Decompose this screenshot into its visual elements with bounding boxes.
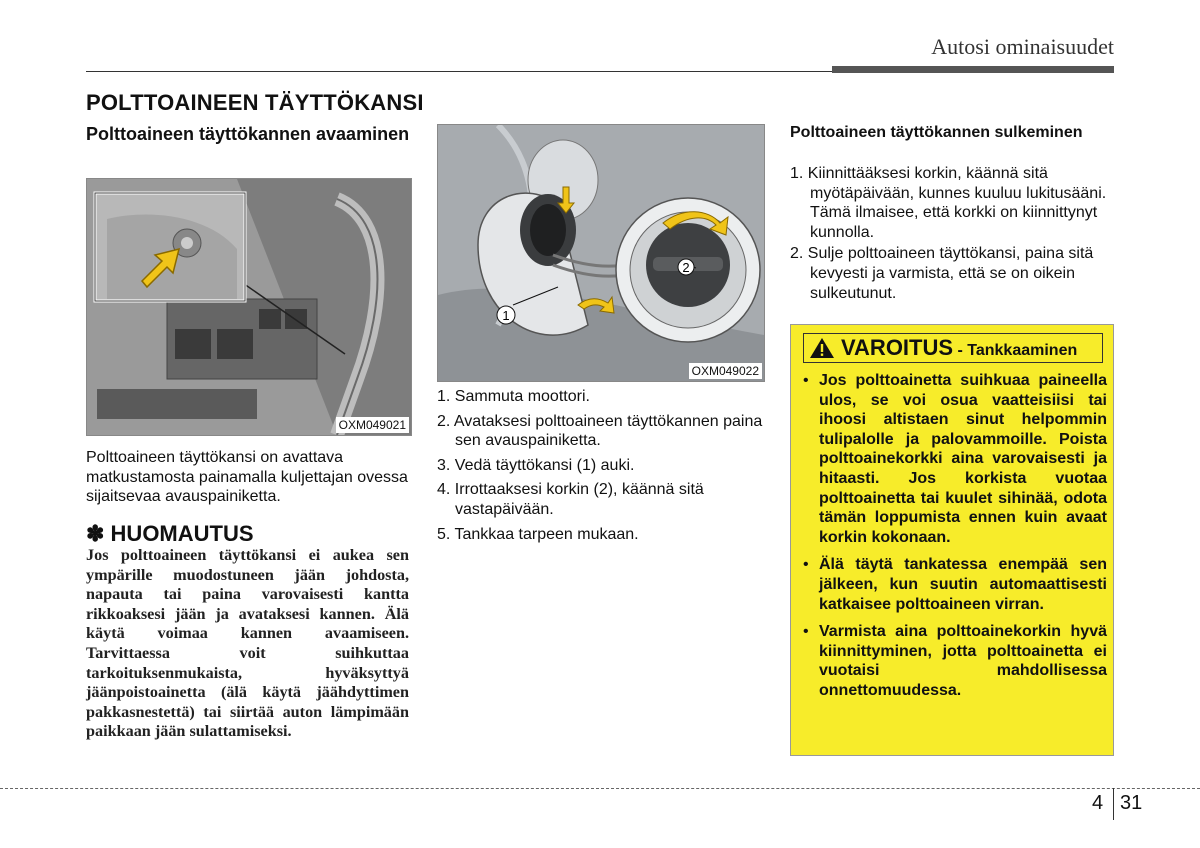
image-code-label: OXM049021 (336, 417, 409, 433)
page-number-separator (1113, 788, 1114, 820)
warning-subtitle: - Tankkaaminen (953, 342, 1078, 359)
closing-steps-list (790, 164, 1118, 305)
list-item: 5. Tankkaa tarpeen mukaan. (437, 525, 639, 543)
list-item: 4. Irrottaaksesi korkin (2), käännä sitä vastapäivään. (437, 481, 704, 518)
warning-list (801, 371, 1107, 709)
chapter-number: 4 (1092, 792, 1104, 814)
header-rule-thick (832, 66, 1114, 73)
fuel-cap-callout: 2 (682, 260, 690, 275)
page-title: POLTTOAINEEN TÄYTTÖKANSI (86, 90, 424, 115)
refuel-steps-list (437, 387, 767, 549)
list-item: • Jos polttoainetta suihkuaa paineella ulos, se voi osua vaatteisiisi tai ihoosi altistaen sinut helpommin tulipalolle ja palovammoille. Poista polttoainekorkki aina varovaisesti ja hitaasti. Jos korkista vuotaa polttoainetta tai kuulet sihinää, odota tämän loppumista ennen kuin avaat korkin kokonaan. (801, 371, 1107, 547)
fuel-cap-drawing (438, 125, 764, 381)
warning-box (790, 324, 1114, 756)
section-header-title: Autosi ominaisuudet (931, 34, 1114, 59)
fuel-door-callout: 1 (502, 308, 510, 323)
list-item: 1. Sammuta moottori. (437, 388, 590, 405)
note-body: Jos polttoaineen täyttökansi ei aukea sen ympärille muodostuneen jään johdosta, napauta tai paina varovaisesti kantta rikkoaksesi jään ja avataksesi kannen. Älä käytä voimaa kannen avaamiseen. Tarvittaessa voit suihkuttaa tarkoituksenmukaista, hyväksyttyä jäänpoistoainetta (älä käytä jäähdyttimen pakkasnestettä) tai siirtää auton lämpimään paikkaan jään sulattamiseksi. (86, 546, 409, 741)
list-item: 2. Avataksesi polttoaineen täyttökannen paina sen avauspainiketta. (437, 412, 763, 450)
door-panel-drawing (87, 179, 411, 435)
warning-header (803, 333, 1103, 363)
footer-divider (0, 788, 1200, 789)
warning-triangle-icon (809, 337, 835, 359)
list-item: 3. Vedä täyttökansi (1) auki. (437, 456, 635, 474)
opening-section-title: Polttoaineen täyttökannen avaaminen (86, 124, 410, 144)
header-rule (86, 71, 832, 72)
image-code-label: OXM049022 (689, 363, 762, 379)
fuel-door-open-illustration (437, 124, 765, 382)
list-item: 1. Kiinnittääksesi korkin, käännä sitä myötäpäivään, kunnes kuuluu lukitusääni. Tämä ilmaisee, että korkki on kiinnittynyt kunnolla. (790, 165, 1107, 241)
warning-title: VAROITUS (841, 335, 954, 360)
note-heading: ✽ HUOMAUTUS (86, 521, 254, 546)
opening-description: Polttoaineen täyttökansi on avattava matkustamosta painamalla kuljettajan ovessa sijaitsevaa avauspainiketta. (86, 449, 408, 506)
list-item: 2. Sulje polttoaineen täyttökansi, paina sitä kevyesti ja varmista, että se on oikein sulkeutunut. (790, 245, 1094, 302)
page-number: 31 (1120, 792, 1143, 814)
door-release-button-illustration (86, 178, 412, 436)
closing-section-title: Polttoaineen täyttökannen sulkeminen (790, 124, 1083, 141)
list-item: • Varmista aina polttoainekorkin hyvä kiinnittyminen, jotta polttoainetta ei vuotaisi mahdollisessa onnettomuudessa. (801, 622, 1107, 700)
list-item: • Älä täytä tankatessa enempää sen jälkeen, kun suutin automaattisesti katkaisee polttoaineen virran. (801, 555, 1107, 614)
